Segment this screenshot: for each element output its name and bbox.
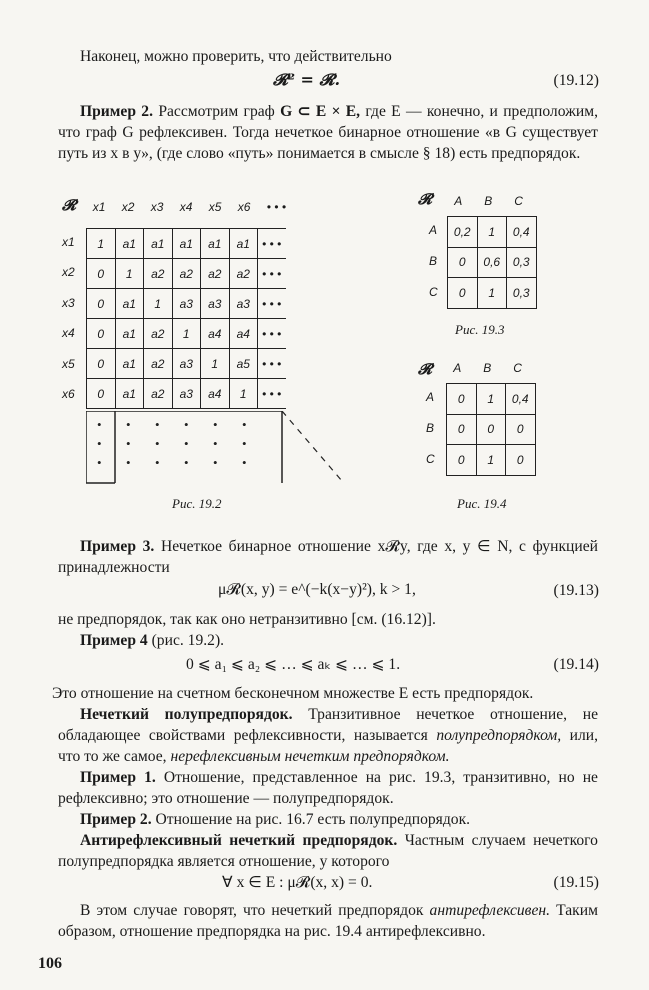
column-header: x4 [179,200,193,214]
matrix-cell: 1 [476,445,506,476]
row-header: x1 [62,234,75,249]
matrix-cell: a4 [201,379,230,409]
matrix-row [87,379,286,409]
matrix-cell: 1 [476,384,506,415]
matrix-cell: 1 [477,278,507,309]
row-header: B [429,253,438,268]
page-number: 106 [38,955,62,972]
matrix-cell: a2 [144,349,173,379]
intro-line: Наконец, можно проверить, что действительно [80,48,392,65]
matrix-cell: 1 [87,229,116,259]
row-header: x3 [62,295,75,310]
column-header: A [454,194,463,208]
matrix-cell: 0 [447,384,477,415]
ellipsis-dot: • [155,417,160,432]
matrix-row [448,278,537,309]
example-2-paragraph: Пример 2. Рассмотрим граф G ⊂ E × E, где E — конечно, и предположим, что граф G рефлексивен. Тогда нечеткое бинарное отношение «в G существует путь из x в y», (где слово «путь» понимается в смысле § 18) есть предпорядок. [58,103,598,162]
matrix-cell: 0 [87,289,116,319]
matrix-row [448,217,537,248]
row-header: x2 [62,265,75,279]
ellipsis-dot: • [213,436,218,451]
row-header: x6 [62,387,75,401]
ellipsis-dot: • [213,455,218,470]
ellipsis-dot: • [97,455,102,470]
column-header: x1 [92,200,106,214]
matrix-row [87,349,286,379]
matrix-row [87,229,286,259]
ellipsis-dot: • [97,417,102,432]
ellipsis-dot: • [184,455,189,470]
matrix-cell: a1 [115,229,144,259]
ellipsis-dot: • [242,417,247,432]
matrix-cell: • • • [258,289,286,319]
matrix-cell: a1 [172,229,201,259]
equation-number: (19.12) [553,72,599,89]
ellipsis-dot: • [242,455,247,470]
matrix-cell: a2 [229,259,258,289]
matrix-cell: 1 [172,319,201,349]
matrix-cell: • • • [258,229,286,259]
matrix-cell: a3 [172,289,201,319]
matrix-cell: a3 [172,349,201,379]
ellipsis-dot: • [184,417,189,432]
matrix-row [448,247,537,278]
antireflexive-paragraph: Антирефлексивный нечеткий предпорядок. Частным случаем нечеткого полупредпорядка является отношение, у которого [58,832,598,870]
matrix-cell: a5 [229,349,258,379]
matrix-cell: 0 [87,379,116,409]
equation-19-13: μ𝓡(x, y) = e^(−k(x−y)²), k > 1, [218,581,416,598]
matrix-cell: 0,4 [506,384,536,415]
relation-symbol: 𝓡 [418,360,433,378]
relation-symbol: 𝓡 [418,190,433,208]
matrix-cell: a4 [229,319,258,349]
matrix-cell: 0,6 [477,247,507,278]
column-header: B [483,361,492,375]
row-header: A [426,389,435,404]
matrix-cell: 0,3 [507,247,537,278]
matrix-row [87,319,286,349]
equation-number: (19.14) [553,656,599,673]
matrix-cell: 0 [87,319,116,349]
matrix-cell: 0 [476,414,506,445]
matrix-row [87,259,286,289]
matrix-cell: • • • [258,319,286,349]
matrix-cell: 1 [201,349,230,379]
matrix-cell: 0 [87,259,116,289]
matrix-cell: 1 [229,379,258,409]
fig192-continuation [86,411,386,491]
row-header: B [426,420,435,435]
matrix-cell: 0 [506,445,536,476]
matrix-cell: 0 [448,278,478,309]
matrix-cell: • • • [258,379,286,409]
equation-19-12: 𝓡² = 𝓡. [273,70,341,89]
matrix-cell: 1 [115,259,144,289]
matrix-cell: a3 [201,289,230,319]
figure-caption: Рис. 19.3 [455,322,505,337]
fig194-matrix [446,383,536,476]
example-3-conclusion: не предпорядок, так как оно нетранзитивно [см. (16.12)]. [58,611,436,628]
matrix-row [447,414,536,445]
column-header: x6 [237,200,251,214]
equation-number: (19.13) [553,582,599,599]
diagonal-dashed-line [282,411,342,481]
relation-symbol: 𝓡 [62,196,77,214]
matrix-cell: 1 [144,289,173,319]
ellipsis-dot: • [242,436,247,451]
ellipsis-dot: • [155,436,160,451]
ellipsis-dot: • [126,417,131,432]
matrix-cell: 1 [477,217,507,248]
example-1b-paragraph: Пример 1. Отношение, представленное на рис. 19.3, транзитивно, но не рефлексивно; это отношение — полупредпорядок. [58,769,598,807]
example-2b-paragraph: Пример 2. Отношение на рис. 16.7 есть полупредпорядок. [80,811,471,828]
matrix-cell: 0 [448,247,478,278]
column-header: C [514,194,523,208]
fig193-matrix [447,216,537,309]
column-header: B [484,194,493,208]
matrix-cell: a2 [144,259,173,289]
fig192-matrix [86,228,286,409]
column-header: C [513,361,522,375]
matrix-cell: a3 [229,289,258,319]
matrix-cell: 0 [87,349,116,379]
matrix-cell: 0 [506,414,536,445]
equation-19-14: 0 ⩽ a₁ ⩽ a₂ ⩽ … ⩽ aₖ ⩽ … ⩽ 1. [186,656,401,673]
figure-caption: Рис. 19.4 [457,496,507,511]
column-header: • • • [266,200,287,214]
matrix-cell: a2 [144,319,173,349]
row-header: C [429,284,438,299]
matrix-cell: a1 [115,379,144,409]
column-header: x2 [121,200,135,214]
matrix-cell: a2 [201,259,230,289]
matrix-cell: a1 [115,349,144,379]
example-3-paragraph: Пример 3. Нечеткое бинарное отношение x𝓡y, где x, y ∈ N, с функцией принадлежности [58,538,598,576]
matrix-cell: a1 [115,319,144,349]
matrix-cell: 0 [447,445,477,476]
example-4-conclusion: Это отношение на счетном бесконечном множестве E есть предпорядок. [52,685,534,702]
equation-19-15: ∀ x ∈ E : μ𝓡(x, x) = 0. [222,874,373,891]
matrix-cell: a1 [144,229,173,259]
ellipsis-dot: • [155,455,160,470]
matrix-cell: a1 [229,229,258,259]
matrix-cell: 0,2 [448,217,478,248]
ellipsis-dot: • [97,436,102,451]
row-header: A [429,222,438,237]
column-header: x3 [150,200,164,214]
matrix-row [447,384,536,415]
column-header: A [453,361,462,375]
semi-preorder-paragraph: Нечеткий полупредпорядок. Транзитивное нечеткое отношение, не обладающее свойствами рефлексивности, называется полупредпорядком, или, что то же самое, нерефлексивным нечетким предпорядком. [58,706,598,765]
matrix-row [87,289,286,319]
matrix-cell: 0 [447,414,477,445]
antireflexive-conclusion: В этом случае говорят, что нечеткий предпорядок антирефлексивен. Таким образом, отношение предпорядка на рис. 19.4 антирефлексивно. [58,902,598,940]
column-header: x5 [208,200,222,214]
row-header: x4 [62,326,75,340]
matrix-row [447,445,536,476]
equation-number: (19.15) [553,874,599,891]
row-header: x5 [62,356,75,371]
matrix-cell: a2 [172,259,201,289]
matrix-cell: a3 [172,379,201,409]
matrix-cell: 0,3 [507,278,537,309]
ellipsis-dot: • [184,436,189,451]
matrix-cell: • • • [258,259,286,289]
ellipsis-dot: • [126,436,131,451]
matrix-cell: a1 [201,229,230,259]
example-4-heading: Пример 4 (рис. 19.2). [80,632,225,649]
matrix-cell: a1 [115,289,144,319]
matrix-cell: a4 [201,319,230,349]
ellipsis-dot: • [126,455,131,470]
matrix-cell: 0,4 [507,217,537,248]
matrix-cell: a2 [144,379,173,409]
figure-caption: Рис. 19.2 [172,496,222,511]
matrix-cell: • • • [258,349,286,379]
row-header: C [426,451,435,466]
ellipsis-dot: • [213,417,218,432]
